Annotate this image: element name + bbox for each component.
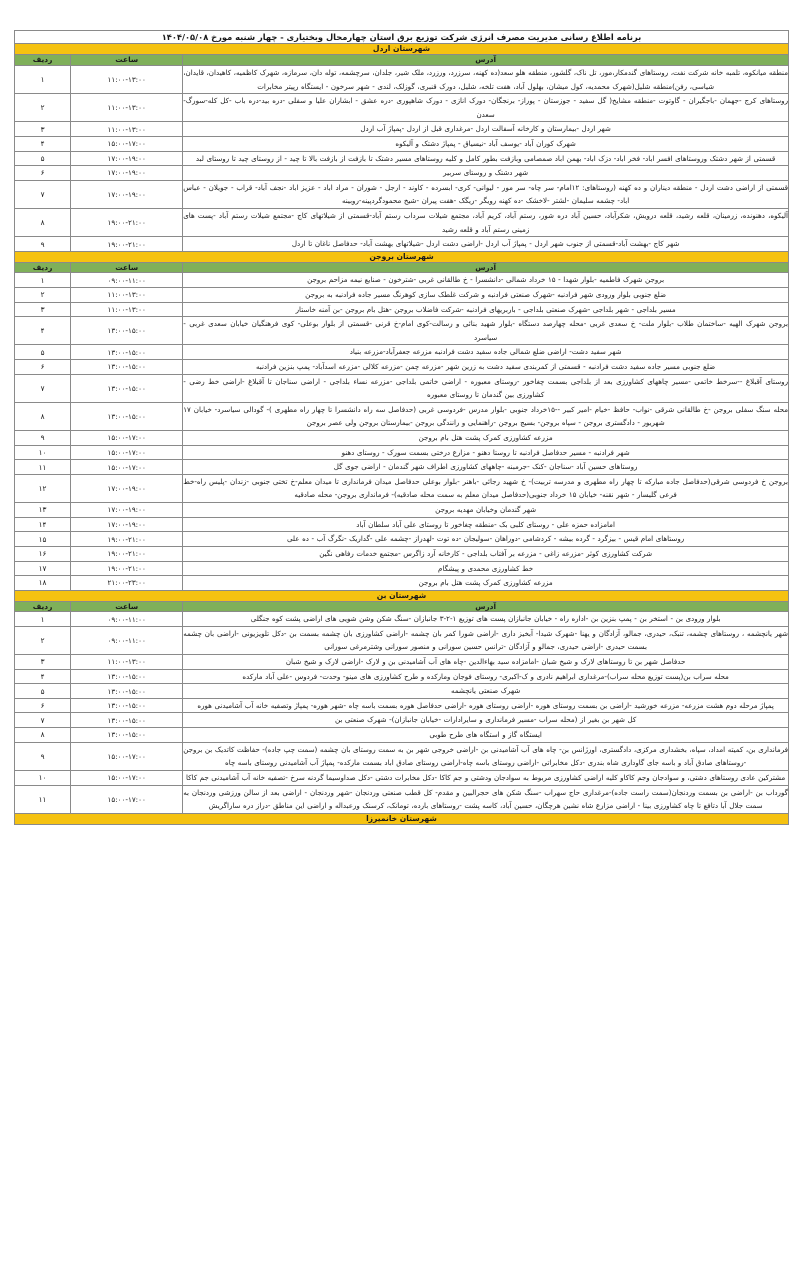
outage-address: ایستگاه گاز و استگاه های طرح طوبی bbox=[183, 728, 789, 743]
row-index: ۳ bbox=[15, 122, 71, 137]
row-index: ۳ bbox=[15, 302, 71, 317]
title-row bbox=[15, 31, 789, 44]
row-index: ۵ bbox=[15, 345, 71, 360]
row-index: ۱ bbox=[15, 65, 71, 93]
table-row bbox=[15, 684, 789, 699]
outage-time: ۱۱:۰۰-۱۳:۰۰ bbox=[71, 655, 183, 670]
outage-time: ۱۷:۰۰-۱۹:۰۰ bbox=[71, 474, 183, 502]
outage-time: ۱۵:۰۰-۱۷:۰۰ bbox=[71, 136, 183, 151]
county-header-row bbox=[15, 251, 789, 262]
schedule-body bbox=[15, 31, 789, 825]
row-index: ۴ bbox=[15, 669, 71, 684]
outage-time: ۱۹:۰۰-۲۱:۰۰ bbox=[71, 546, 183, 561]
column-header-time: ساعت bbox=[71, 55, 183, 66]
column-header-time: ساعت bbox=[71, 262, 183, 273]
table-row bbox=[15, 576, 789, 591]
table-row bbox=[15, 345, 789, 360]
outage-address: مسیر بلداجی - شهر بلداجی -شهرک صنعتی بلداجی - باربریهای فرادنبه -شرکت فاضلاب بروجن -هتل بام بروجن -بن آمنه خاستار bbox=[183, 302, 789, 317]
column-header-row bbox=[15, 262, 789, 273]
table-row bbox=[15, 151, 789, 166]
row-index: ۱۰ bbox=[15, 770, 71, 785]
outage-schedule-table bbox=[14, 30, 789, 825]
column-header-row bbox=[15, 55, 789, 66]
column-header-time: ساعت bbox=[71, 601, 183, 612]
outage-address: حدفاصل شهر بن تا روستاهای لارک و شیخ شبان -امامزاده سید بهاءالدین -چاه های آب آشامیدنی بن و لارک -اراضی لارک و شیخ شبان bbox=[183, 655, 789, 670]
outage-address: مشترکین عادی روستاهای دشتی، و سوادجان وجم کاکاو کلیه اراضی کشاورزی مربوط به سوادجان ودشتی و جم کاکا -دکل مخابرات دشتی -دکل صداوسیما گردنه سرخ -تصفیه خانه آب آشامیدنی جم کاکا bbox=[183, 770, 789, 785]
table-row bbox=[15, 237, 789, 252]
outage-address: شهر کاج -بهشت آباد-قسمتی از جنوب شهر اردل - پمپاژ آب اردل -اراضی دشت اردل -شیلاتهای بهشت آباد- حدفاصل ناغان تا اردل bbox=[183, 237, 789, 252]
outage-time: ۱۳:۰۰-۱۵:۰۰ bbox=[71, 713, 183, 728]
outage-time: ۱۳:۰۰-۱۵:۰۰ bbox=[71, 402, 183, 430]
outage-time: ۱۵:۰۰-۱۷:۰۰ bbox=[71, 770, 183, 785]
table-row bbox=[15, 374, 789, 402]
outage-address: آلیکوه، دهنونده، زرمینان، قلعه رشید، قلعه درویش، شکرآباد، حسین آباد دره شور، رستم آباد، کریم آباد، مجتمع شیلات سرداب رستم آباد-قسمتی از شیلاتهای کاج -مجتمع شیلات رستم آباد -پست های زمینی رستم آباد و قلعه رشید bbox=[183, 209, 789, 237]
table-row bbox=[15, 655, 789, 670]
outage-address: شهرک صنعتی یانچشمه bbox=[183, 684, 789, 699]
outage-address: شهر فرادنبه - مسیر حدفاصل فرادنبه تا روستا دهنو - مزارع درختی بسمت سورک - روستای دهنو bbox=[183, 445, 789, 460]
table-row bbox=[15, 770, 789, 785]
table-row bbox=[15, 474, 789, 502]
table-row bbox=[15, 445, 789, 460]
table-row bbox=[15, 742, 789, 770]
county-name: شهرستان بن bbox=[15, 590, 789, 601]
row-index: ۷ bbox=[15, 374, 71, 402]
table-row bbox=[15, 626, 789, 654]
row-index: ۶ bbox=[15, 166, 71, 181]
table-row bbox=[15, 273, 789, 288]
outage-address: روستای آقبلاغ --سرخط خاتمی -مسیر چاههای کشاورزی بعد از بلداجی بسمت چغاخور -روستای معبوره - اراضی خاتمی بلداجی -مزرعه نساء بلداجی - اراضی سناجان تا آقبلاغ -اراضی خط رضی - کشاورزی بین گندمان تا روستای معبوره bbox=[183, 374, 789, 402]
outage-address: شرکت کشاورزی کوثر -مزرعه زاغی - مزرعه بر آفتاب بلداجی - کارخانه آرد زاگرس -مجتمع خدمات رفاهی نگین bbox=[183, 546, 789, 561]
outage-address: روستاهای کرج -جهمان -باجگیران - گاوتوت -منطقه مشایخ( گل سفید - جوزستان - پوراز- برنجگان- دورک انازی - دورک شاهپوری -دره عشق - ابشاران علیا و سفلی -دره بید-دره باب -کل کله-سورگ-سعدن bbox=[183, 94, 789, 122]
outage-address: شهرک کوران آباد -یوسف آباد -نیسیاق - پمپاژ دشتک و آلیکوه bbox=[183, 136, 789, 151]
column-header-index: ردیف bbox=[15, 262, 71, 273]
column-header-row bbox=[15, 601, 789, 612]
outage-time: ۱۵:۰۰-۱۷:۰۰ bbox=[71, 742, 183, 770]
row-index: ۱۴ bbox=[15, 517, 71, 532]
outage-address: ضلع جنوبی بلوار ورودی شهر فرادنبه -شهرک صنعتی فرادنبه و شرکت غلطک سازی کوهرنگ مسیر جاده فرادنبه به بروجن bbox=[183, 287, 789, 302]
table-row bbox=[15, 517, 789, 532]
row-index: ۹ bbox=[15, 237, 71, 252]
table-row bbox=[15, 180, 789, 208]
outage-time: ۱۹:۰۰-۲۱:۰۰ bbox=[71, 561, 183, 576]
outage-address: فرمانداری بن، کمیته امداد، سپاه، بخشداری مرکزی، دادگستری، اورژانس بن- چاه های آب آشامیدنی بن -اراضی خروجی شهر بن به سمت روستای بان چشمه (سمت چپ جاده)- حفاظت کاتدیک بن بروجن -روستاهای صادق آباد و باسه جای گاوداری شاه بندری -دکل مخابراتی -اراضی روستای باسه چاه-اراضی روستای صادق اباد بسمت مارکده- پمپاژ آب آشامیدنی روستای باسه چاه bbox=[183, 742, 789, 770]
outage-time: ۱۱:۰۰-۱۳:۰۰ bbox=[71, 94, 183, 122]
table-row bbox=[15, 166, 789, 181]
outage-address: روستاهای حسین آباد -سناجان -کنک -جرمبنه -چاههای کشاورزی اطراف شهر گندمان - اراضی جوی گل bbox=[183, 460, 789, 475]
row-index: ۷ bbox=[15, 713, 71, 728]
outage-time: ۱۷:۰۰-۱۹:۰۰ bbox=[71, 166, 183, 181]
outage-address: شهر گندمان وخیابان مهدیه بروجن bbox=[183, 503, 789, 518]
outage-address: شهر اردل -بیمارستان و کارخانه آسفالت اردل -مرغداری قبل از اردل -پمپاژ آب اردل bbox=[183, 122, 789, 137]
outage-address: گورداب بن -اراضی بن بسمت وردنجان(سمت راست جاده)-مرغداری حاج سهراب -سنگ شکن های حجرالبین و مقدم- کل قطب صنعتی وردنجان -شهر وردنجان - اراضی بعد از سالن ورزشی وردنجان به سمت جلال آبا دتافع تا چاه کشاورزی بینا - اراضی مزارع شاه نشین هرچگان، حسین آباد، کاسه پشت -روستاهای بارده، تومانک، کرسنک ورعبداله و اراضی این مناطق -دراز دره ساراگریش bbox=[183, 785, 789, 813]
outage-address: شهر دشتک و روستای سربیر bbox=[183, 166, 789, 181]
table-row bbox=[15, 431, 789, 446]
row-index: ۸ bbox=[15, 209, 71, 237]
outage-address: قسمتی از اراضی دشت اردل - منطقه دیناران و ده کهنه (روستاهای: ۱۲امام- سر چاه- سر مور - لیوانی- کری- ابسرده - کاوند - ارجل - شوران - مراد اباد - عزیز اباد -نجف آباد- قراب - جویلان - عباس اباد- چشمه سلیمان -لشتر -لاخشک -ده کهنه رویگر -ریگک -هفت پیران -شیخ محمودگردپینه-روبینه bbox=[183, 180, 789, 208]
outage-time: ۱۳:۰۰-۱۵:۰۰ bbox=[71, 684, 183, 699]
row-index: ۴ bbox=[15, 136, 71, 151]
table-row bbox=[15, 713, 789, 728]
row-index: ۵ bbox=[15, 684, 71, 699]
column-header-address: آدرس bbox=[183, 262, 789, 273]
table-row bbox=[15, 209, 789, 237]
row-index: ۱۱ bbox=[15, 785, 71, 813]
outage-address: محله سراب بن(پست توزیع محله سراب)-مرغداری ابراهیم نادری و ک-اکبری- روستای فوجان ومارکده و طرح کشاورزی های مینو- وحدت- فردوس -علی آباد مارکده bbox=[183, 669, 789, 684]
outage-time: ۱۵:۰۰-۱۷:۰۰ bbox=[71, 445, 183, 460]
table-row bbox=[15, 785, 789, 813]
outage-address: امامزاده حمزه علی - روستای کلبی بک -منطقه چغاخور تا روستای علی آباد سلطان آباد bbox=[183, 517, 789, 532]
outage-address: خط کشاورزی محمدی و پیشگام bbox=[183, 561, 789, 576]
outage-time: ۱۳:۰۰-۱۵:۰۰ bbox=[71, 669, 183, 684]
outage-time: ۱۳:۰۰-۱۵:۰۰ bbox=[71, 728, 183, 743]
row-index: ۸ bbox=[15, 728, 71, 743]
outage-address: شهر سفید دشت- اراضی ضلع شمالی جاده سفید دشت فرادنبه مزرعه جعفرآباد-مزرعه بنیاد bbox=[183, 345, 789, 360]
outage-time: ۱۹:۰۰-۲۱:۰۰ bbox=[71, 237, 183, 252]
outage-address: بروجن شهرک الهیه -ساختمان طلاب -بلوار ملت- خ سعدی غربی -محله چهارصد دستگاه -بلوار شهید بنائی و رسالت-کوی امام-خ قرنی -قسمتی از بلوار بوعلی- کوی فرهنگیان خیابان سعدی غربی - سیاسرد bbox=[183, 317, 789, 345]
outage-time: ۱۳:۰۰-۱۵:۰۰ bbox=[71, 359, 183, 374]
row-index: ۱۲ bbox=[15, 474, 71, 502]
outage-address: مزرعه کشاورزی کمرک پشت هتل بام بروجن bbox=[183, 431, 789, 446]
county-name: شهرستان خانمیرزا bbox=[15, 813, 789, 824]
page-title: برنامه اطلاع رسانی مدیریت مصرف انرژی شرکت توزیع برق استان چهارمحال وبختیاری - چهار شنبه مورخ ۱۴۰۴/۰۵/۰۸ bbox=[15, 31, 789, 44]
outage-address: شهر یانچشمه ، روستاهای چشمه، تنبک، حیدری، جمالو، آزادگان و یهنا -شهرک شیدا- آبخیز داری -اراضی شورا کمر بان چشمه -اراضی کشاورزی بان چشمه بسمت بن -دکل تلویزیونی -اراضی بان چشمه بسمت حیدری -اراضی حیدری، جمالو و آزادگان -ترانس حسین سورانی و منصور سورانی وشترمرغی سورانی bbox=[183, 626, 789, 654]
row-index: ۴ bbox=[15, 317, 71, 345]
row-index: ۱۱ bbox=[15, 460, 71, 475]
row-index: ۱۵ bbox=[15, 532, 71, 547]
row-index: ۸ bbox=[15, 402, 71, 430]
outage-time: ۱۳:۰۰-۱۵:۰۰ bbox=[71, 698, 183, 713]
row-index: ۱ bbox=[15, 273, 71, 288]
county-name: شهرستان بروجن bbox=[15, 251, 789, 262]
outage-time: ۱۷:۰۰-۱۹:۰۰ bbox=[71, 151, 183, 166]
outage-time: ۱۹:۰۰-۲۱:۰۰ bbox=[71, 209, 183, 237]
row-index: ۵ bbox=[15, 151, 71, 166]
row-index: ۱۷ bbox=[15, 561, 71, 576]
row-index: ۲ bbox=[15, 94, 71, 122]
outage-time: ۱۱:۰۰-۱۳:۰۰ bbox=[71, 302, 183, 317]
outage-address: قسمتی از شهر دشتک وروستاهای افسر اباد- فخر اباد- دزک اباد- بهمن اباد صمصامی وبازفت بطور کامل و کلیه روستاهای مسیر دشتک تا بازفت از بازفت بالا تا چید - از روستای چید تا روستای لبد bbox=[183, 151, 789, 166]
outage-address: بروجن شهرک فاطمیه -بلوار شهدا - ۱۵ خرداد شمالی -دانشسرا - خ طالقانی غربی -شترخون - صنایع نیمه مزاحم بروجن bbox=[183, 273, 789, 288]
outage-time: ۱۷:۰۰-۱۹:۰۰ bbox=[71, 503, 183, 518]
outage-address: پمپاژ مرحله دوم هشت مزرعه- مزرعه خورشید -اراضی بن بسمت روستای هوره -اراضی روستای هوره -اراضی حدفاصل هوره بسمت باسه چاه -شهر هوره- پمپاژ وتصفیه خانه آب آشامیدنی هوره bbox=[183, 698, 789, 713]
outage-address: مزرعه کشاورزی کمرک پشت هتل بام بروجن bbox=[183, 576, 789, 591]
table-row bbox=[15, 402, 789, 430]
column-header-address: آدرس bbox=[183, 55, 789, 66]
county-name: شهرستان اردل bbox=[15, 44, 789, 55]
table-row bbox=[15, 65, 789, 93]
row-index: ۹ bbox=[15, 431, 71, 446]
row-index: ۱۸ bbox=[15, 576, 71, 591]
outage-time: ۰۹:۰۰-۱۱:۰۰ bbox=[71, 612, 183, 627]
table-row bbox=[15, 612, 789, 627]
bottom-spacer bbox=[14, 825, 789, 885]
row-index: ۶ bbox=[15, 698, 71, 713]
outage-time: ۰۹:۰۰-۱۱:۰۰ bbox=[71, 626, 183, 654]
outage-time: ۲۱:۰۰-۲۳:۰۰ bbox=[71, 576, 183, 591]
outage-time: ۱۱:۰۰-۱۳:۰۰ bbox=[71, 65, 183, 93]
row-index: ۱۳ bbox=[15, 503, 71, 518]
table-row bbox=[15, 317, 789, 345]
outage-time: ۱۵:۰۰-۱۷:۰۰ bbox=[71, 460, 183, 475]
outage-time: ۱۹:۰۰-۲۱:۰۰ bbox=[71, 532, 183, 547]
table-row bbox=[15, 503, 789, 518]
table-row bbox=[15, 94, 789, 122]
county-header-row bbox=[15, 590, 789, 601]
row-index: ۱ bbox=[15, 612, 71, 627]
outage-time: ۱۵:۰۰-۱۷:۰۰ bbox=[71, 785, 183, 813]
county-header-row bbox=[15, 44, 789, 55]
table-row bbox=[15, 728, 789, 743]
outage-address: بروجن خ فردوسی شرقی(حدفاصل جاده مبارکه تا چهار راه مطهری و مدرسه تربیت)- خ شهید رجائی -باهنر -بلوار بوعلی حدفاصل میدان فرمانداری تا میدان معلم-خ تختی جنوبی -زندان -پلیس راه-خط فرعی گلیسار - شهر نقنه- خیابان ۱۵ خرداد جنوبی(حدفاصل میدان معلم به سمت محله صادقیه)- فرمانداری بروجن- محله صادقیه bbox=[183, 474, 789, 502]
outage-address: روستاهای امام قیس - بیزگرد - گرده بیشه - کردشامی -دوراهان -سولیجان -ده توت -لهدراز -چشمه علی -گداریک -نگرگ آب - ده علی bbox=[183, 532, 789, 547]
table-row bbox=[15, 546, 789, 561]
table-row bbox=[15, 302, 789, 317]
row-index: ۱۰ bbox=[15, 445, 71, 460]
table-row bbox=[15, 460, 789, 475]
table-row bbox=[15, 561, 789, 576]
row-index: ۱۶ bbox=[15, 546, 71, 561]
outage-time: ۱۵:۰۰-۱۷:۰۰ bbox=[71, 431, 183, 446]
table-row bbox=[15, 669, 789, 684]
column-header-index: ردیف bbox=[15, 55, 71, 66]
table-row bbox=[15, 532, 789, 547]
outage-time: ۱۱:۰۰-۱۳:۰۰ bbox=[71, 122, 183, 137]
row-index: ۲ bbox=[15, 626, 71, 654]
table-row bbox=[15, 287, 789, 302]
column-header-address: آدرس bbox=[183, 601, 789, 612]
outage-address: ضلع جنوبی مسیر جاده سفید دشت فرادنبه - قسمتی از کمربندی سفید دشت به زرین شهر -مزرعه چمن -مزرعه کلالی -مزرعه اسدآباد- پمپ بنزین فرادنبه bbox=[183, 359, 789, 374]
outage-time: ۱۳:۰۰-۱۵:۰۰ bbox=[71, 317, 183, 345]
outage-time: ۱۳:۰۰-۱۵:۰۰ bbox=[71, 345, 183, 360]
table-row bbox=[15, 136, 789, 151]
outage-address: منطقه میانکوه، تلمبه خانه شرکت نفت، روستاهای گندمکار،مور، تل ناک، گلشور، منطقه هلو سعد(ده کهنه، سرزرد، ورزرد، ملک شیر، جلدان، سرچشمه، توله دان، سرمازه، شهرک کاظمیه، کاهیدان، قایدان، شیاسی، رفن)منطقه شلیل(شهرک محمدیه، کول میشان، بهلول آباد، هفت تلخه، شلیل، دورک قنبری، گوزلک، لندی - شهر سرخون - ایستگاه رپیتر مخابرات bbox=[183, 65, 789, 93]
outage-time: ۱۷:۰۰-۱۹:۰۰ bbox=[71, 180, 183, 208]
outage-time: ۱۱:۰۰-۱۳:۰۰ bbox=[71, 287, 183, 302]
outage-address: بلوار ورودی بن - استخر بن - پمپ بنزین بن -اداره راه - خیابان جانبازان پست های توزیع ۱-۲-۳ جانبازان -سنگ شکن وشن شویی های اراضی پشت کوه جنگلی bbox=[183, 612, 789, 627]
row-index: ۶ bbox=[15, 359, 71, 374]
row-index: ۷ bbox=[15, 180, 71, 208]
outage-address: محله سنگ سفلی بروجن -خ طالقانی شرقی -نواب- حافظ -خیام -امیر کبیر --۱۵خرداد جنوبی -بلوار مدرس -فردوسی غربی (حدفاصل سه راه دانشسرا تا چهار راه مطهری )- گودالی سیاسرد- خیابان ۱۷ شهریور - دادگستری بروجن - سپاه بروجن- بسیج بروجن -راهنمایی و رانندگی بروجن -بیمارستان بروجن ولی عصر بروجن bbox=[183, 402, 789, 430]
row-index: ۹ bbox=[15, 742, 71, 770]
table-row bbox=[15, 359, 789, 374]
row-index: ۳ bbox=[15, 655, 71, 670]
outage-time: ۰۹:۰۰-۱۱:۰۰ bbox=[71, 273, 183, 288]
table-row bbox=[15, 698, 789, 713]
column-header-index: ردیف bbox=[15, 601, 71, 612]
outage-time: ۱۳:۰۰-۱۵:۰۰ bbox=[71, 374, 183, 402]
county-header-row bbox=[15, 813, 789, 824]
row-index: ۲ bbox=[15, 287, 71, 302]
table-row bbox=[15, 122, 789, 137]
outage-address: کل شهر بن بغیر از (محله سراب -مسیر فرمانداری و سایرادارات -خیابان جانبازان)- شهرک صنعتی بن bbox=[183, 713, 789, 728]
outage-time: ۱۷:۰۰-۱۹:۰۰ bbox=[71, 517, 183, 532]
